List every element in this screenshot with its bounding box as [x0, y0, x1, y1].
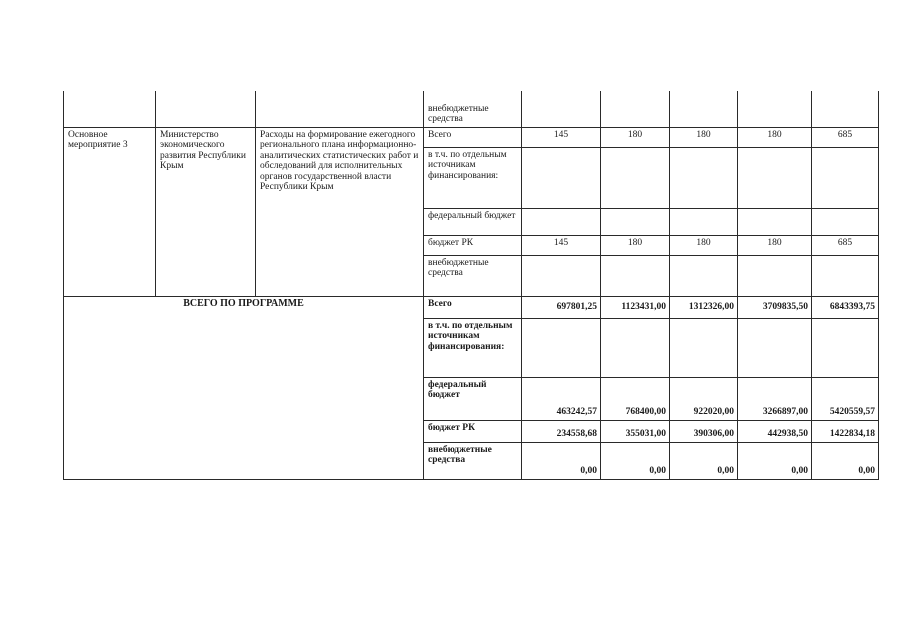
- event-executor: Министерство экономического развития Республики Крым: [156, 127, 256, 296]
- value-cell: 180: [738, 127, 812, 147]
- cell-empty: [670, 91, 738, 127]
- value-cell: [812, 208, 879, 235]
- value-cell: 145: [522, 235, 601, 255]
- value-cell: [670, 147, 738, 208]
- value-cell: 180: [601, 127, 670, 147]
- value-cell: [601, 318, 670, 377]
- value-cell: [522, 318, 601, 377]
- value-cell: 442938,50: [738, 420, 812, 442]
- value-cell: 6843393,75: [812, 296, 879, 318]
- table-row-prev-offbudget: [64, 91, 879, 127]
- source-label: в т.ч. по отдельным источникам финансирования:: [424, 318, 522, 377]
- value-cell: [522, 147, 601, 208]
- cell-empty: [601, 91, 670, 127]
- source-label: бюджет РК: [424, 235, 522, 255]
- table-row-event3-total: [64, 127, 879, 147]
- value-cell: 180: [670, 127, 738, 147]
- value-cell: 3266897,00: [738, 377, 812, 420]
- event-name: Основное мероприятие 3: [64, 127, 156, 296]
- value-cell: 145: [522, 127, 601, 147]
- value-cell: [738, 208, 812, 235]
- value-cell: 390306,00: [670, 420, 738, 442]
- value-cell: 1123431,00: [601, 296, 670, 318]
- value-cell: 922020,00: [670, 377, 738, 420]
- value-cell: 0,00: [738, 442, 812, 479]
- cell-empty: [256, 91, 424, 127]
- source-label: внебюджетные средства: [424, 91, 522, 127]
- event-description: Расходы на формирование ежегодного регионального плана информационно-аналитических статистических работ и обследований для исполнительных органов государственной власти Республики Крым: [256, 127, 424, 296]
- value-cell: 0,00: [601, 442, 670, 479]
- value-cell: 463242,57: [522, 377, 601, 420]
- value-cell: [522, 208, 601, 235]
- value-cell: 5420559,57: [812, 377, 879, 420]
- value-cell: [601, 147, 670, 208]
- source-label: бюджет РК: [424, 420, 522, 442]
- value-cell: [670, 255, 738, 296]
- value-cell: 697801,25: [522, 296, 601, 318]
- value-cell: [670, 318, 738, 377]
- value-cell: 180: [670, 235, 738, 255]
- value-cell: [670, 208, 738, 235]
- value-cell: [812, 318, 879, 377]
- value-cell: 0,00: [812, 442, 879, 479]
- program-funding-table: [63, 91, 879, 480]
- cell-empty: [738, 91, 812, 127]
- cell-empty: [156, 91, 256, 127]
- cell-empty: [522, 91, 601, 127]
- value-cell: 685: [812, 127, 879, 147]
- source-label: внебюджетные средства: [424, 442, 522, 479]
- value-cell: 355031,00: [601, 420, 670, 442]
- value-cell: [522, 255, 601, 296]
- value-cell: 768400,00: [601, 377, 670, 420]
- value-cell: [738, 147, 812, 208]
- program-total-title: ВСЕГО ПО ПРОГРАММЕ: [64, 296, 424, 479]
- value-cell: 0,00: [522, 442, 601, 479]
- value-cell: 180: [601, 235, 670, 255]
- value-cell: 0,00: [670, 442, 738, 479]
- cell-empty: [64, 91, 156, 127]
- value-cell: 180: [738, 235, 812, 255]
- value-cell: 3709835,50: [738, 296, 812, 318]
- value-cell: [601, 255, 670, 296]
- value-cell: [738, 255, 812, 296]
- cell-empty: [812, 91, 879, 127]
- value-cell: [738, 318, 812, 377]
- source-label: в т.ч. по отдельным источникам финансирования:: [424, 147, 522, 208]
- value-cell: [601, 208, 670, 235]
- value-cell: [812, 255, 879, 296]
- value-cell: 1312326,00: [670, 296, 738, 318]
- table-row-program-total: [64, 296, 879, 318]
- value-cell: 1422834,18: [812, 420, 879, 442]
- value-cell: 234558,68: [522, 420, 601, 442]
- source-label: Всего: [424, 127, 522, 147]
- source-label: Всего: [424, 296, 522, 318]
- source-label: внебюджетные средства: [424, 255, 522, 296]
- value-cell: [812, 147, 879, 208]
- source-label: федеральный бюджет: [424, 208, 522, 235]
- value-cell: 685: [812, 235, 879, 255]
- source-label: федеральный бюджет: [424, 377, 522, 420]
